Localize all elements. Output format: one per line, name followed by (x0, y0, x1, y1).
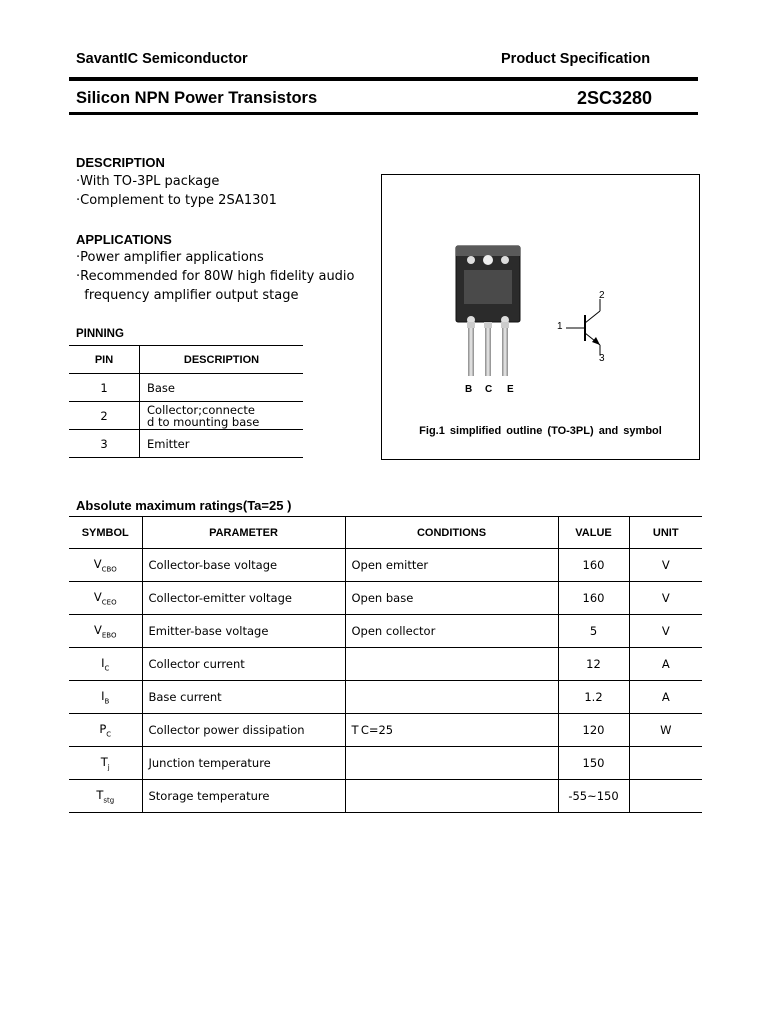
value-cell: 150 (558, 747, 629, 780)
symbol-cell (69, 582, 142, 615)
parameter-cell: Collector-emitter voltage (142, 582, 345, 615)
unit-cell: V (629, 582, 702, 615)
table-row (69, 582, 702, 615)
symbol-letter: I (101, 688, 105, 703)
applications-item: frequency amplifier output stage (76, 288, 299, 303)
conditions-cell: T C=25 (345, 714, 558, 747)
figure-caption: Fig.1 simplified outline (TO-3PL) and symbol (419, 425, 662, 437)
doc-type: Product Specification (501, 51, 651, 67)
lead-label-e: E (507, 384, 514, 395)
header-rule (69, 77, 698, 81)
table-header-row (69, 346, 303, 374)
value-cell: 1.2 (558, 681, 629, 714)
company-name: SavantIC Semiconductor (76, 51, 248, 67)
symbol-cell (69, 681, 142, 714)
table-row (69, 714, 702, 747)
symbol-cell (69, 714, 142, 747)
value-cell: 12 (558, 648, 629, 681)
pinning-heading: PINNING (76, 328, 124, 340)
column-header: UNIT (629, 517, 702, 549)
pin-description: Base (140, 374, 304, 402)
table-row (69, 374, 303, 402)
conditions-cell: Open base (345, 582, 558, 615)
pin-number: 2 (69, 402, 140, 430)
conditions-cell: Open collector (345, 615, 558, 648)
table-row (69, 615, 702, 648)
symbol-subscript: B (104, 697, 110, 706)
symbol-letter: P (99, 721, 107, 736)
symbol-letter: T (96, 787, 104, 802)
table-row (69, 430, 303, 458)
symbol-subscript: j (107, 763, 110, 772)
unit-cell: V (629, 615, 702, 648)
ratings-body (69, 549, 702, 813)
symbol-pin-2: 2 (599, 290, 605, 301)
ratings-heading: Absolute maximum ratings(Ta=25 ) (76, 498, 292, 513)
symbol-cell (69, 747, 142, 780)
pin-number: 1 (69, 374, 140, 402)
column-header: PIN (69, 346, 140, 374)
symbol-subscript: C (104, 664, 110, 673)
unit-cell (629, 780, 702, 813)
description-heading: DESCRIPTION (76, 155, 165, 170)
table-header-row (69, 517, 702, 549)
symbol-subscript: C (106, 730, 112, 739)
conditions-cell (345, 681, 558, 714)
description-item: ·Complement to type 2SA1301 (76, 193, 277, 208)
symbol-subscript: CBO (101, 565, 117, 574)
applications-heading: APPLICATIONS (76, 232, 172, 247)
applications-item: ·Power amplifier applications (76, 250, 264, 265)
parameter-cell: Emitter-base voltage (142, 615, 345, 648)
symbol-cell (69, 648, 142, 681)
table-row (69, 747, 702, 780)
value-cell: 5 (558, 615, 629, 648)
unit-cell: A (629, 681, 702, 714)
conditions-cell (345, 747, 558, 780)
unit-cell (629, 747, 702, 780)
value-cell: 160 (558, 549, 629, 582)
conditions-cell (345, 780, 558, 813)
column-header: SYMBOL (69, 517, 142, 549)
table-row (69, 549, 702, 582)
symbol-subscript: CEO (101, 598, 117, 607)
table-row (69, 402, 303, 430)
symbol-letter: T (100, 754, 108, 769)
unit-cell: A (629, 648, 702, 681)
table-row (69, 780, 702, 813)
unit-cell: V (629, 549, 702, 582)
symbol-letter: V (94, 622, 102, 637)
pin-description: Collector;connecte d to mounting base (140, 402, 304, 430)
parameter-cell: Collector power dissipation (142, 714, 345, 747)
symbol-letter: V (93, 589, 102, 604)
symbol-cell (69, 549, 142, 582)
symbol-subscript: stg (103, 796, 115, 805)
symbol-pin-3: 3 (599, 353, 605, 364)
symbol-pin-1: 1 (557, 321, 563, 332)
title-rule (69, 112, 698, 115)
parameter-cell: Storage temperature (142, 780, 345, 813)
parameter-cell: Collector-base voltage (142, 549, 345, 582)
symbol-subscript: EBO (101, 631, 117, 640)
column-header: CONDITIONS (345, 517, 558, 549)
lead-label-c: C (485, 384, 493, 395)
column-header: VALUE (558, 517, 629, 549)
table-row (69, 681, 702, 714)
pin-number: 3 (69, 430, 140, 458)
symbol-cell (69, 780, 142, 813)
pinning-table (69, 345, 303, 458)
column-header: DESCRIPTION (140, 346, 304, 374)
ratings-table (69, 516, 702, 813)
description-item: ·With TO-3PL package (76, 174, 220, 189)
part-number: 2SC3280 (577, 88, 653, 108)
value-cell: 120 (558, 714, 629, 747)
symbol-letter: V (93, 556, 102, 571)
table-row (69, 648, 702, 681)
value-cell: 160 (558, 582, 629, 615)
pin-description: Emitter (140, 430, 304, 458)
conditions-cell (345, 648, 558, 681)
page-title: Silicon NPN Power Transistors (76, 89, 318, 107)
parameter-cell: Junction temperature (142, 747, 345, 780)
conditions-cell: Open emitter (345, 549, 558, 582)
unit-cell: W (629, 714, 702, 747)
parameter-cell: Collector current (142, 648, 345, 681)
column-header: PARAMETER (142, 517, 345, 549)
symbol-cell (69, 615, 142, 648)
symbol-letter: I (101, 655, 105, 670)
parameter-cell: Base current (142, 681, 345, 714)
lead-label-b: B (465, 384, 473, 395)
npn-transistor-symbol (560, 295, 620, 365)
applications-item: ·Recommended for 80W high fidelity audio (76, 269, 355, 284)
value-cell: -55~150 (558, 780, 629, 813)
